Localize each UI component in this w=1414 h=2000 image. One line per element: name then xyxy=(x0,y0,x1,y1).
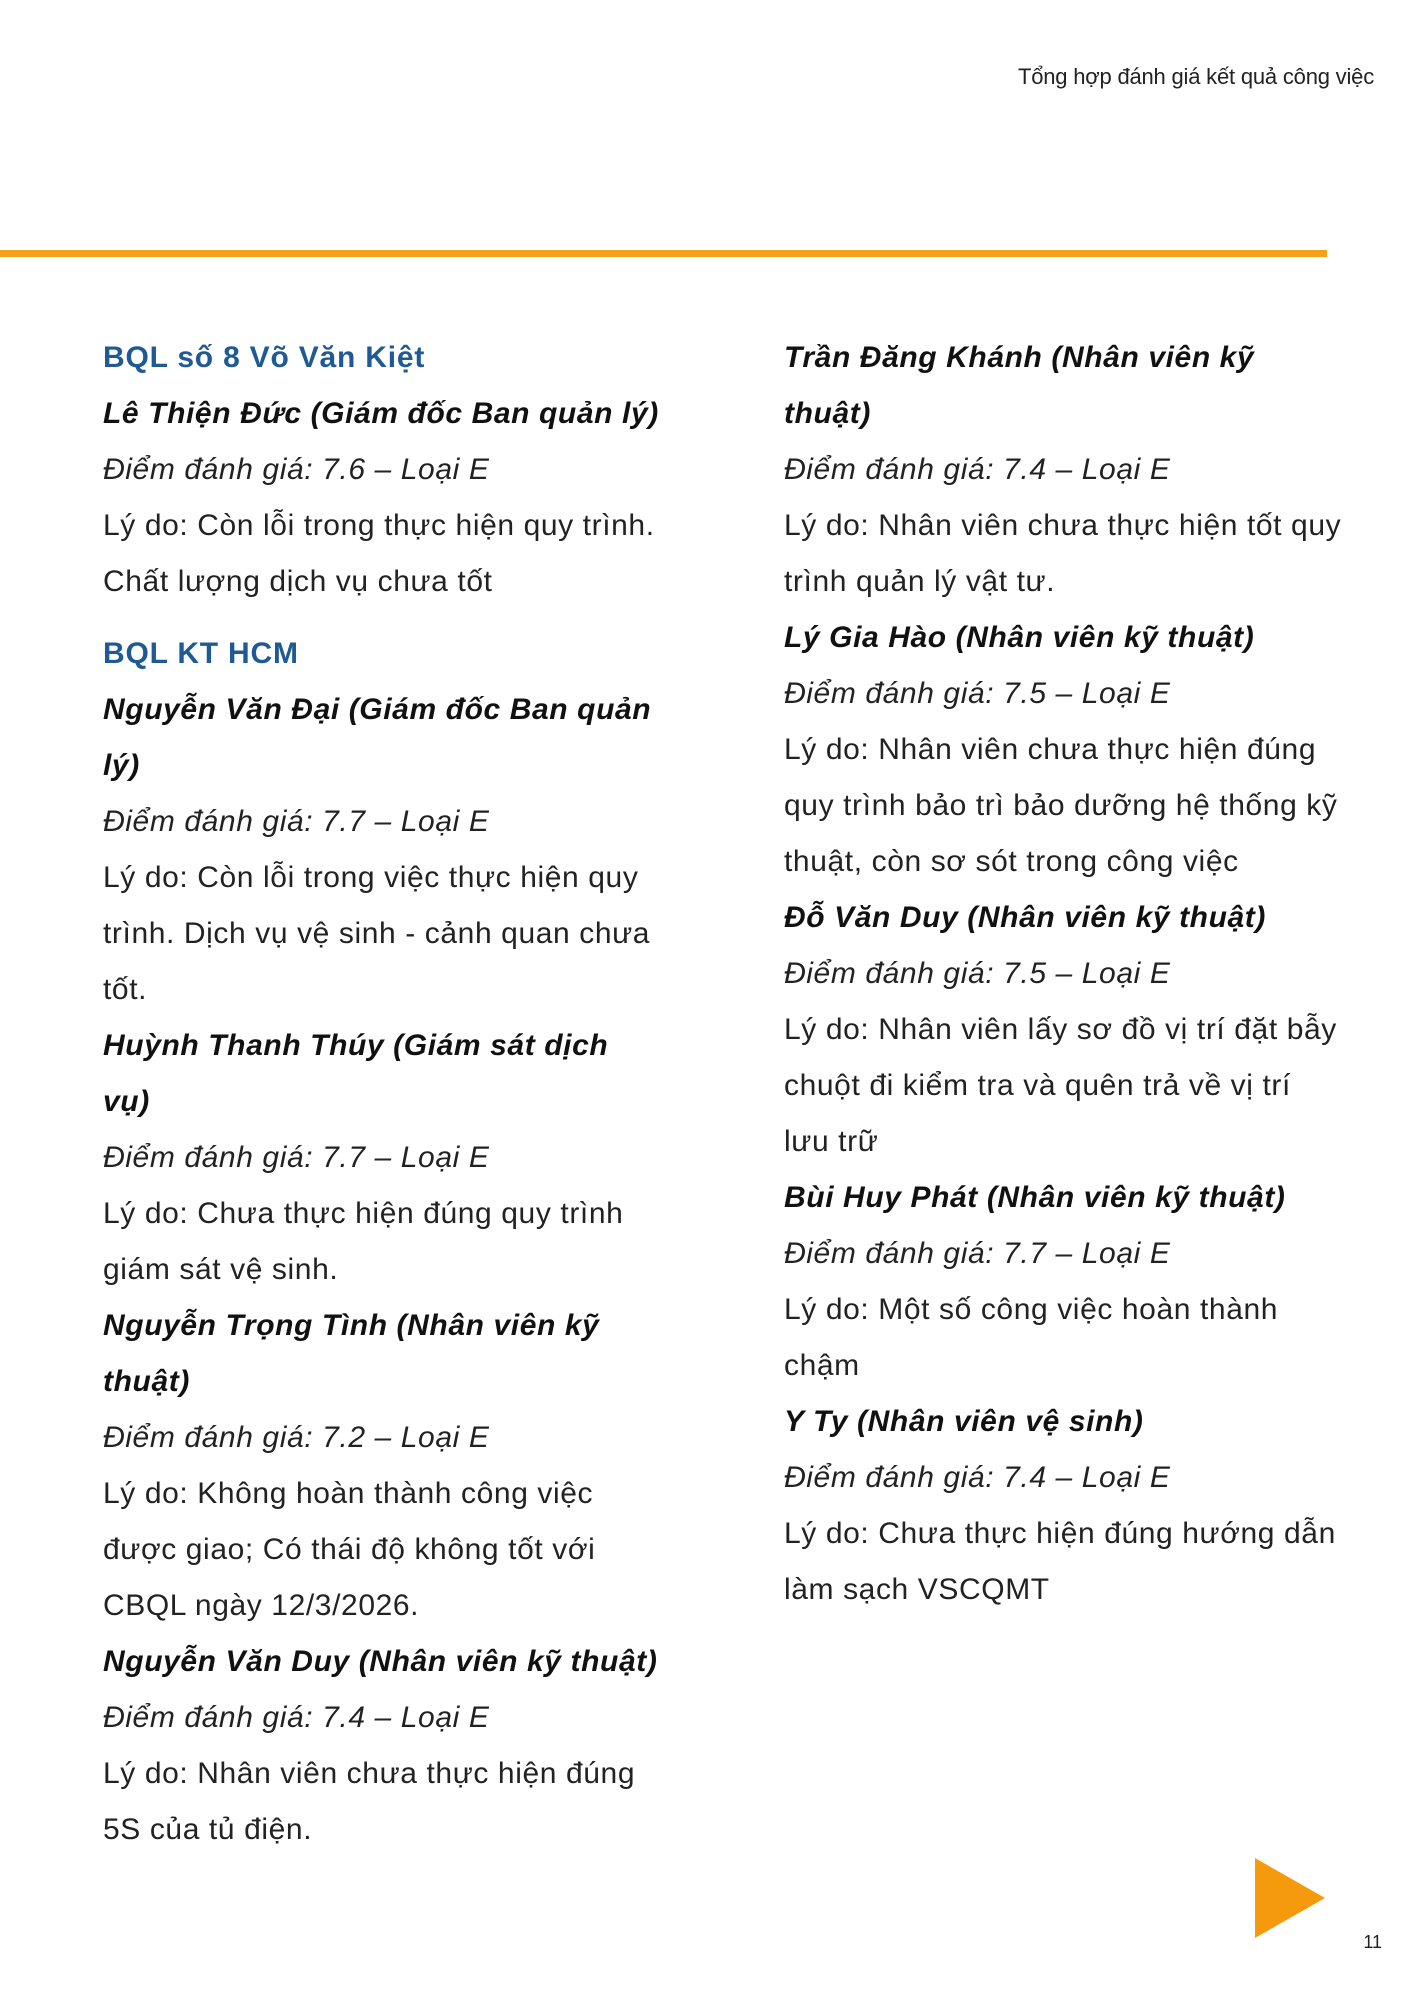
evaluation-score: Điểm đánh giá: 7.7 – Loại E xyxy=(103,1141,490,1174)
employee-entry xyxy=(103,1298,663,1634)
page-header-title: Tổng hợp đánh giá kết quả công việc xyxy=(1017,64,1374,89)
evaluation-reason: Lý do: Một số công việc hoàn thành chậm xyxy=(784,1293,1279,1382)
employee-name: Bùi Huy Phát (Nhân viên kỹ thuật) xyxy=(784,1181,1286,1214)
section-heading-bql-kt-hcm: BQL KT HCM xyxy=(103,637,299,670)
employee-entry xyxy=(784,1394,1344,1618)
evaluation-reason: Lý do: Còn lỗi trong việc thực hiện quy trình. Dịch vụ vệ sinh - cảnh quan chưa tốt. xyxy=(103,861,651,1006)
employee-entry xyxy=(784,890,1344,1170)
employee-name: Nguyễn Văn Đại (Giám đốc Ban quản lý) xyxy=(103,693,652,782)
employee-entry xyxy=(103,386,663,610)
employee-entry xyxy=(784,610,1344,890)
evaluation-reason: Lý do: Chưa thực hiện đúng quy trình giám sát vệ sinh. xyxy=(103,1197,624,1286)
evaluation-reason: Lý do: Không hoàn thành công việc được giao; Có thái độ không tốt với CBQL ngày 12/3/2026. xyxy=(103,1477,596,1622)
evaluation-score: Điểm đánh giá: 7.4 – Loại E xyxy=(784,453,1171,486)
evaluation-reason: Lý do: Còn lỗi trong thực hiện quy trình. Chất lượng dịch vụ chưa tốt xyxy=(103,509,655,598)
evaluation-reason: Lý do: Nhân viên chưa thực hiện đúng 5S của tủ điện. xyxy=(103,1757,636,1846)
employee-entry xyxy=(103,1018,663,1298)
evaluation-reason: Lý do: Chưa thực hiện đúng hướng dẫn làm sạch VSCQMT xyxy=(784,1517,1336,1606)
evaluation-score: Điểm đánh giá: 7.7 – Loại E xyxy=(103,805,490,838)
evaluation-score: Điểm đánh giá: 7.5 – Loại E xyxy=(784,957,1171,990)
employee-name: Trần Đăng Khánh (Nhân viên kỹ thuật) xyxy=(784,341,1255,430)
evaluation-score: Điểm đánh giá: 7.2 – Loại E xyxy=(103,1421,490,1454)
employee-entry xyxy=(103,682,663,1018)
employee-name: Nguyễn Trọng Tình (Nhân viên kỹ thuật) xyxy=(103,1309,600,1398)
employee-name: Huỳnh Thanh Thúy (Giám sát dịch vụ) xyxy=(103,1029,609,1118)
employee-entry xyxy=(784,330,1344,610)
left-column xyxy=(103,330,663,1858)
employee-entry xyxy=(784,1170,1344,1394)
employee-name: Lê Thiện Đức (Giám đốc Ban quản lý) xyxy=(103,397,659,430)
evaluation-reason: Lý do: Nhân viên chưa thực hiện tốt quy trình quản lý vật tư. xyxy=(784,509,1342,598)
employee-name: Lý Gia Hào (Nhân viên kỹ thuật) xyxy=(784,621,1255,654)
right-column xyxy=(784,330,1344,1618)
employee-name: Y Ty (Nhân viên vệ sinh) xyxy=(784,1405,1144,1438)
section-heading-bql-8-vo-van-kiet: BQL số 8 Võ Văn Kiệt xyxy=(103,341,426,374)
employee-entry xyxy=(103,1634,663,1858)
play-arrow-icon[interactable] xyxy=(1255,1858,1325,1938)
evaluation-score: Điểm đánh giá: 7.7 – Loại E xyxy=(784,1237,1171,1270)
header-divider xyxy=(0,250,1327,257)
evaluation-score: Điểm đánh giá: 7.4 – Loại E xyxy=(103,1701,490,1734)
evaluation-reason: Lý do: Nhân viên chưa thực hiện đúng quy trình bảo trì bảo dưỡng hệ thống kỹ thuật, còn sơ sót trong công việc xyxy=(784,733,1338,878)
evaluation-reason: Lý do: Nhân viên lấy sơ đồ vị trí đặt bẫy chuột đi kiểm tra và quên trả về vị trí lưu trữ xyxy=(784,1013,1337,1158)
employee-name: Đỗ Văn Duy (Nhân viên kỹ thuật) xyxy=(784,901,1266,934)
evaluation-score: Điểm đánh giá: 7.5 – Loại E xyxy=(784,677,1171,710)
page-number: 11 xyxy=(1363,1932,1382,1952)
employee-name: Nguyễn Văn Duy (Nhân viên kỹ thuật) xyxy=(103,1645,658,1678)
evaluation-score: Điểm đánh giá: 7.6 – Loại E xyxy=(103,453,490,486)
evaluation-score: Điểm đánh giá: 7.4 – Loại E xyxy=(784,1461,1171,1494)
